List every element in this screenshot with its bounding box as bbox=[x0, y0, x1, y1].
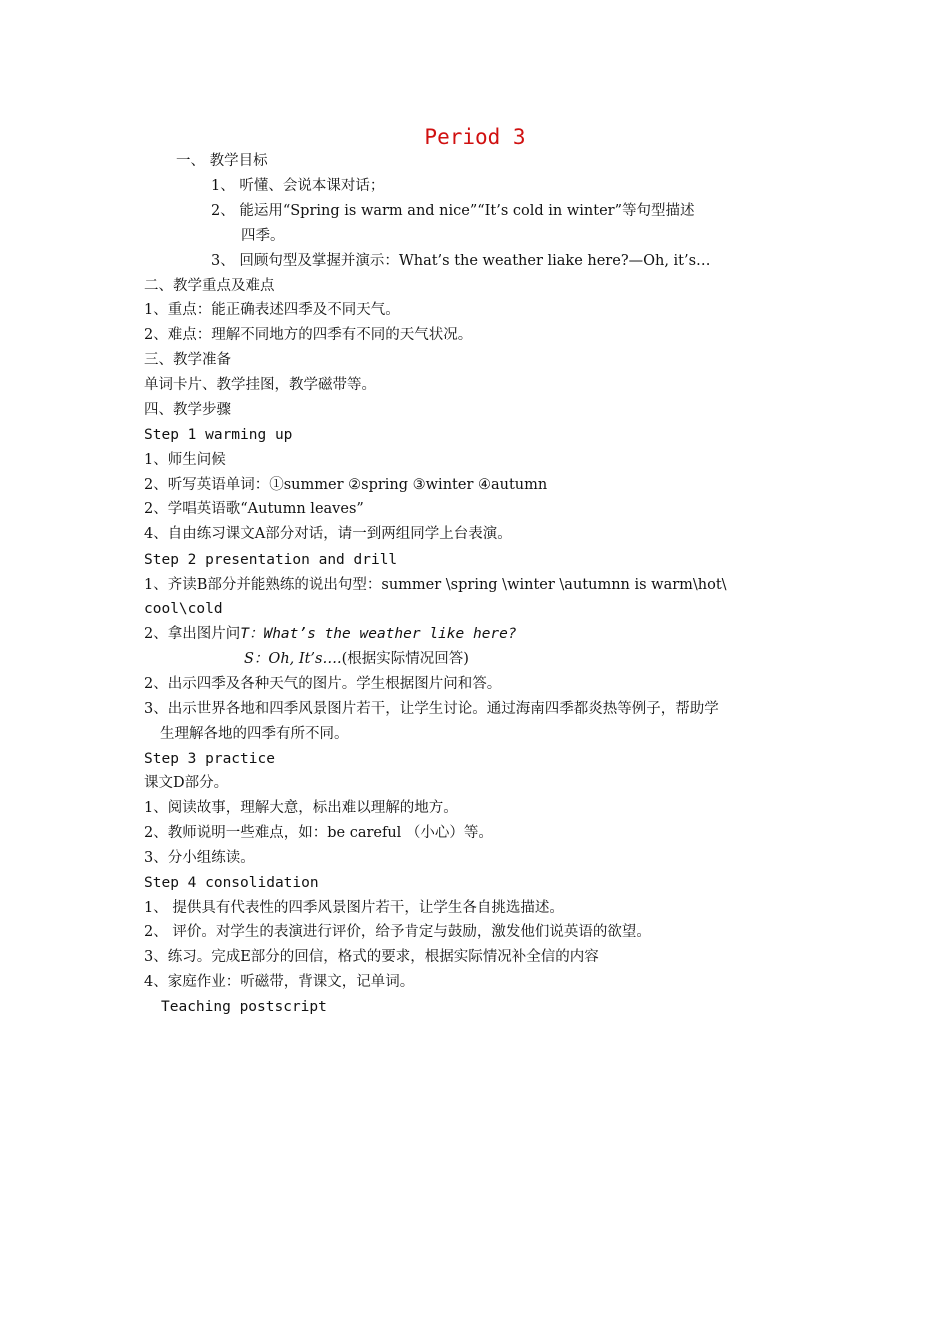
section-heading-key-points: 二、教学重点及难点 bbox=[144, 278, 275, 294]
step-2-heading: Step 2 presentation and drill bbox=[144, 552, 398, 568]
step-2-item-4: 3、出示世界各地和四季风景图片若干，让学生讨论。通过海南四季都炎热等例子，帮助学 bbox=[144, 701, 719, 717]
section-heading-objectives: 一、 教学目标 bbox=[176, 153, 268, 169]
step-1-item-4: 4、自由练习课文A部分对话，请一到两组同学上台表演。 bbox=[144, 526, 512, 542]
step-3-text: 课文D部分。 bbox=[144, 775, 229, 791]
step-1-item-1: 1、师生问候 bbox=[144, 452, 226, 468]
step-2-answer-note: (根据实际情况回答) bbox=[341, 651, 469, 667]
step-3-item-3: 3、分小组练读。 bbox=[144, 850, 255, 866]
section-heading-preparation: 三、教学准备 bbox=[144, 352, 231, 368]
step-2-item-2 bbox=[144, 622, 517, 646]
step-1-heading: Step 1 warming up bbox=[144, 427, 293, 443]
step-1-item-2: 2、听写英语单词：①summer ②spring ③winter ④autumn bbox=[144, 477, 548, 493]
step-3-item-2: 2、教师说明一些难点，如：be careful （小心）等。 bbox=[144, 825, 493, 841]
step-2-item-1: 1、齐读B部分并能熟练的说出句型：summer \spring \winter \autumnn is warm\hot\ bbox=[144, 577, 727, 593]
step-1-item-3: 2、学唱英语歌“Autumn leaves” bbox=[144, 501, 364, 517]
section-heading-steps: 四、教学步骤 bbox=[144, 402, 231, 418]
objective-item-3: 3、 回顾句型及掌握并演示：What’s the weather liake here?—Oh, it’s… bbox=[211, 253, 711, 269]
step-4-item-3: 3、练习。完成E部分的回信，格式的要求，根据实际情况补全信的内容 bbox=[144, 949, 599, 965]
step-2-answer: S：Oh, It’s…. bbox=[244, 651, 342, 667]
step-3-heading: Step 3 practice bbox=[144, 751, 275, 767]
step-2-question: T：What’s the weather like here? bbox=[240, 626, 517, 642]
key-point-item-1: 1、重点：能正确表述四季及不同天气。 bbox=[144, 302, 400, 318]
step-4-item-1: 1、 提供具有代表性的四季风景图片若干，让学生各自挑选描述。 bbox=[144, 900, 564, 916]
teaching-postscript: Teaching postscript bbox=[161, 999, 327, 1015]
objective-item-1: 1、 听懂、会说本课对话； bbox=[211, 178, 385, 194]
step-2-item-4-cont: 生理解各地的四季有所不同。 bbox=[160, 726, 349, 742]
objective-item-2: 2、 能运用“Spring is warm and nice”“It’s cold in winter”等句型描述 bbox=[211, 203, 695, 219]
page-title: Period 3 bbox=[424, 125, 526, 149]
step-4-heading: Step 4 consolidation bbox=[144, 875, 319, 891]
step-2-item-3: 2、出示四季及各种天气的图片。学生根据图片问和答。 bbox=[144, 676, 502, 692]
step-2-item-1-cont: cool\cold bbox=[144, 601, 223, 617]
step-2-answer-line bbox=[244, 647, 469, 671]
key-point-item-2: 2、难点：理解不同地方的四季有不同的天气状况。 bbox=[144, 327, 473, 343]
step-3-item-1: 1、阅读故事，理解大意，标出难以理解的地方。 bbox=[144, 800, 458, 816]
objective-item-2-cont: 四季。 bbox=[241, 228, 285, 244]
preparation-text: 单词卡片、教学挂图，教学磁带等。 bbox=[144, 377, 376, 393]
step-2-item-2-prefix: 2、拿出图片问 bbox=[144, 626, 241, 642]
step-4-item-4: 4、家庭作业：听磁带，背课文，记单词。 bbox=[144, 974, 415, 990]
step-4-item-2: 2、 评价。对学生的表演进行评价，给予肯定与鼓励，激发他们说英语的欲望。 bbox=[144, 924, 651, 940]
